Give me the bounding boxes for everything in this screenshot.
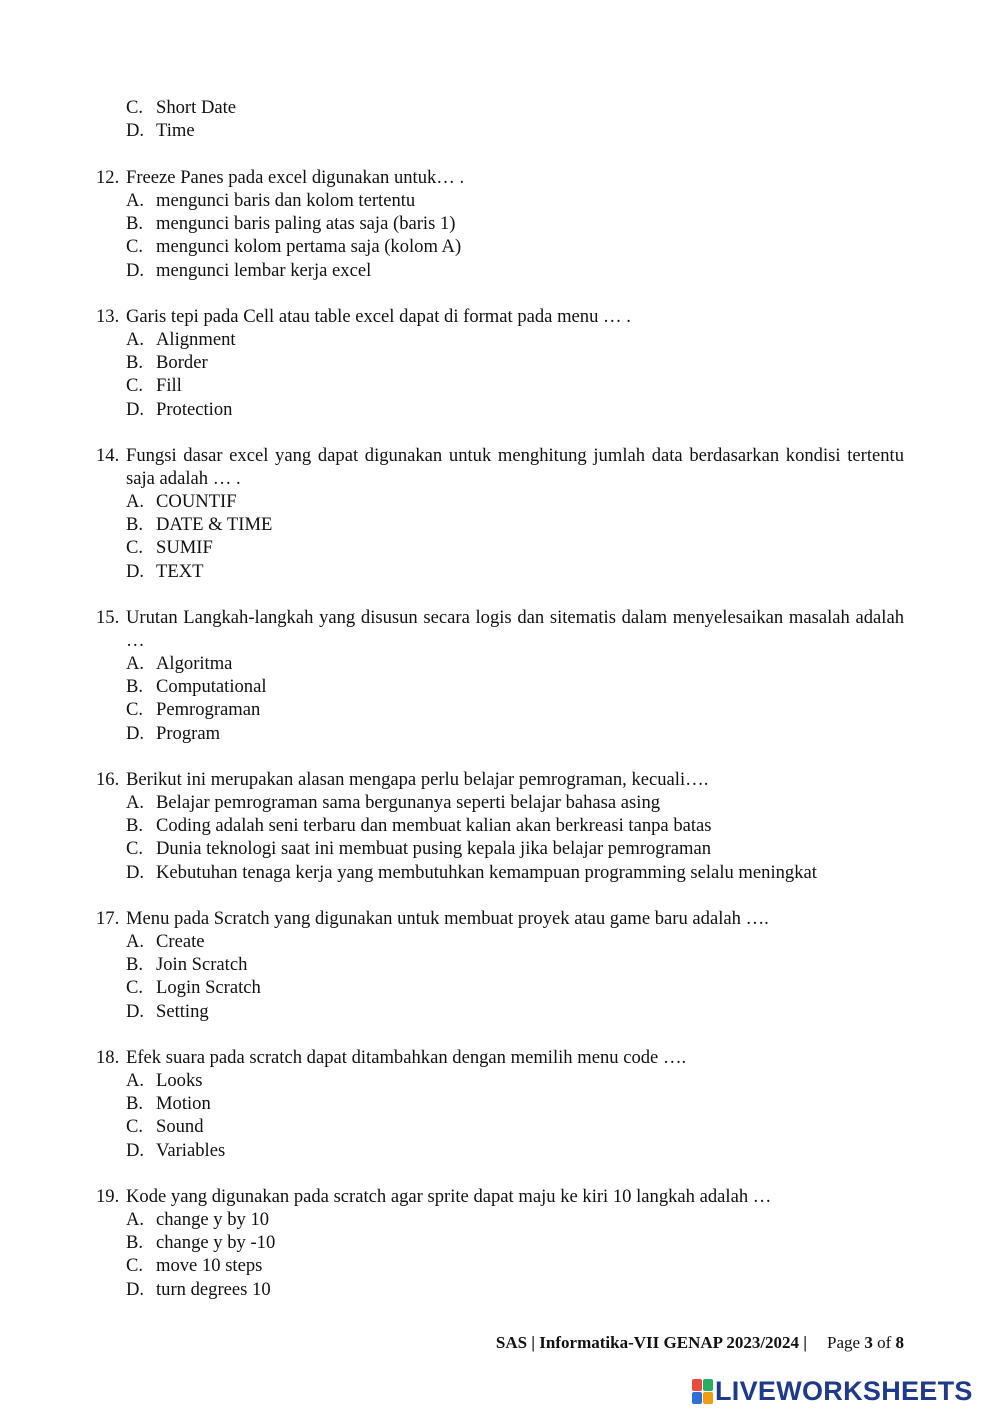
option-text: Create bbox=[156, 931, 205, 952]
option-row[interactable] bbox=[0, 652, 1000, 675]
option-text: DATE & TIME bbox=[156, 514, 273, 536]
question-13-stem bbox=[96, 305, 904, 328]
option-text: change y by 10 bbox=[156, 1209, 270, 1230]
option-letter: A. bbox=[126, 1070, 145, 1091]
option-text: Join Scratch bbox=[156, 954, 248, 976]
option-letter: B. bbox=[126, 815, 144, 837]
option-row[interactable] bbox=[0, 1092, 1000, 1115]
option-letter: A. bbox=[126, 1209, 145, 1230]
option-text: change y by -10 bbox=[156, 1232, 276, 1254]
option-row[interactable] bbox=[0, 536, 1000, 559]
option-row[interactable] bbox=[0, 1139, 1000, 1162]
option-row[interactable] bbox=[0, 1254, 1000, 1277]
option-letter: B. bbox=[126, 954, 144, 976]
question-number: 14. bbox=[96, 445, 120, 466]
liveworksheets-logo-icon bbox=[692, 1379, 712, 1403]
option-letter: D. bbox=[126, 1278, 145, 1300]
option-row[interactable] bbox=[0, 351, 1000, 374]
question-15-options bbox=[0, 652, 1000, 745]
question-number: 13. bbox=[96, 306, 120, 327]
option-text: Login Scratch bbox=[156, 977, 261, 999]
option-row[interactable] bbox=[0, 235, 1000, 258]
option-letter: D. bbox=[126, 259, 145, 281]
option-row[interactable] bbox=[0, 96, 1000, 119]
option-letter: A. bbox=[126, 931, 145, 952]
option-row[interactable] bbox=[0, 837, 1000, 860]
option-row[interactable] bbox=[0, 374, 1000, 397]
option-letter: C. bbox=[126, 699, 144, 721]
option-text: SUMIF bbox=[156, 537, 213, 559]
option-text: Short Date bbox=[156, 97, 237, 118]
option-letter: D. bbox=[126, 1000, 145, 1022]
option-letter: B. bbox=[126, 514, 144, 536]
option-letter: D. bbox=[126, 861, 145, 883]
of-word: of bbox=[877, 1333, 892, 1352]
option-text: mengunci lembar kerja excel bbox=[156, 259, 372, 281]
option-letter: C. bbox=[126, 1116, 144, 1138]
option-letter: C. bbox=[126, 97, 144, 118]
page-footer bbox=[496, 1333, 904, 1353]
option-text: Kebutuhan tenaga kerja yang membutuhkan kemampuan programming selalu meningkat bbox=[156, 861, 817, 883]
option-row[interactable] bbox=[0, 212, 1000, 235]
question-text: Menu pada Scratch yang digunakan untuk membuat proyek atau game baru adalah …. bbox=[126, 908, 769, 929]
option-letter: D. bbox=[126, 1139, 145, 1161]
option-row[interactable] bbox=[0, 398, 1000, 421]
option-letter: B. bbox=[126, 676, 144, 698]
option-letter: D. bbox=[126, 120, 145, 142]
logo-tile bbox=[692, 1379, 702, 1391]
option-text: Variables bbox=[156, 1139, 226, 1161]
question-13-options bbox=[0, 328, 1000, 421]
question-18-stem bbox=[96, 1046, 904, 1069]
logo-tile bbox=[703, 1379, 713, 1391]
option-row[interactable] bbox=[0, 328, 1000, 351]
option-text: Algoritma bbox=[156, 653, 233, 674]
option-text: COUNTIF bbox=[156, 491, 237, 512]
option-text: Program bbox=[156, 722, 221, 744]
option-text: mengunci kolom pertama saja (kolom A) bbox=[156, 236, 462, 258]
option-letter: D. bbox=[126, 398, 145, 420]
option-text: Border bbox=[156, 352, 208, 374]
option-text: Looks bbox=[156, 1070, 203, 1091]
option-letter: B. bbox=[126, 1232, 144, 1254]
option-text: Sound bbox=[156, 1116, 204, 1138]
option-row[interactable] bbox=[0, 722, 1000, 745]
question-16-options bbox=[0, 791, 1000, 884]
question-12-stem bbox=[96, 166, 904, 189]
question-text: Freeze Panes pada excel digunakan untuk… . bbox=[126, 167, 465, 188]
option-letter: C. bbox=[126, 1255, 144, 1277]
page-current: 3 bbox=[864, 1333, 873, 1352]
option-letter: B. bbox=[126, 213, 144, 235]
carryover-options bbox=[0, 96, 1000, 142]
page-total: 8 bbox=[895, 1333, 904, 1352]
option-text: TEXT bbox=[156, 560, 204, 582]
question-text: Kode yang digunakan pada scratch agar sprite dapat maju ke kiri 10 langkah adalah … bbox=[126, 1186, 772, 1207]
option-row[interactable] bbox=[0, 189, 1000, 212]
option-row[interactable] bbox=[0, 1000, 1000, 1023]
option-row[interactable] bbox=[0, 1278, 1000, 1301]
option-row[interactable] bbox=[0, 1231, 1000, 1254]
option-row[interactable] bbox=[0, 953, 1000, 976]
question-19-stem bbox=[96, 1185, 904, 1208]
option-letter: D. bbox=[126, 560, 145, 582]
question-text: Berikut ini merupakan alasan mengapa perlu belajar pemrograman, kecuali…. bbox=[126, 769, 709, 790]
option-text: move 10 steps bbox=[156, 1255, 263, 1277]
option-text: mengunci baris paling atas saja (baris 1) bbox=[156, 213, 456, 235]
option-text: Dunia teknologi saat ini membuat pusing kepala jika belajar pemrograman bbox=[156, 838, 712, 860]
option-letter: C. bbox=[126, 537, 144, 559]
question-15-stem bbox=[96, 606, 904, 652]
question-number: 15. bbox=[96, 607, 120, 628]
question-text: Urutan Langkah-langkah yang disusun secara logis dan sitematis dalam menyelesaikan masalah adalah … bbox=[126, 607, 904, 652]
option-row[interactable] bbox=[0, 1069, 1000, 1092]
option-text: Time bbox=[156, 120, 195, 142]
brand-name: LIVEWORKSHEETS bbox=[715, 1375, 973, 1406]
option-row[interactable] bbox=[0, 861, 1000, 884]
question-text: Garis tepi pada Cell atau table excel dapat di format pada menu … . bbox=[126, 306, 631, 327]
option-row[interactable] bbox=[0, 1115, 1000, 1138]
question-14-options bbox=[0, 490, 1000, 583]
option-text: Protection bbox=[156, 398, 233, 420]
page-word: Page bbox=[827, 1333, 861, 1352]
option-text: Belajar pemrograman sama bergunanya seperti belajar bahasa asing bbox=[156, 792, 661, 813]
question-text: Efek suara pada scratch dapat ditambahkan dengan memilih menu code …. bbox=[126, 1047, 687, 1068]
option-row[interactable] bbox=[0, 490, 1000, 513]
logo-tile bbox=[703, 1392, 713, 1404]
option-letter: A. bbox=[126, 653, 145, 674]
option-text: Motion bbox=[156, 1093, 211, 1115]
option-row[interactable] bbox=[0, 930, 1000, 953]
option-letter: C. bbox=[126, 236, 144, 258]
question-17-stem bbox=[96, 907, 904, 930]
option-letter: D. bbox=[126, 722, 145, 744]
option-text: Pemrograman bbox=[156, 699, 261, 721]
question-17-options bbox=[0, 930, 1000, 1023]
option-row[interactable] bbox=[0, 791, 1000, 814]
option-letter: C. bbox=[126, 977, 144, 999]
option-letter: A. bbox=[126, 190, 145, 211]
option-row[interactable] bbox=[0, 119, 1000, 142]
option-text: mengunci baris dan kolom tertentu bbox=[156, 190, 416, 211]
option-text: Coding adalah seni terbaru dan membuat kalian akan berkreasi tanpa batas bbox=[156, 815, 712, 837]
option-text: Alignment bbox=[156, 329, 236, 350]
option-row[interactable] bbox=[0, 698, 1000, 721]
option-row[interactable] bbox=[0, 675, 1000, 698]
option-letter: C. bbox=[126, 375, 144, 397]
option-row[interactable] bbox=[0, 814, 1000, 837]
logo-tile bbox=[692, 1392, 702, 1404]
question-16-stem bbox=[96, 768, 904, 791]
option-letter: B. bbox=[126, 1093, 144, 1115]
option-letter: A. bbox=[126, 792, 145, 813]
question-number: 18. bbox=[96, 1047, 120, 1068]
exam-label: SAS | Informatika-VII GENAP 2023/2024 | bbox=[495, 1333, 808, 1352]
option-text: Computational bbox=[156, 676, 267, 698]
question-12-options bbox=[0, 189, 1000, 282]
question-number: 17. bbox=[96, 908, 120, 929]
question-text: Fungsi dasar excel yang dapat digunakan untuk menghitung jumlah data berdasarkan kondisi tertentu saja adalah … . bbox=[126, 445, 904, 490]
option-letter: A. bbox=[126, 491, 145, 512]
option-row[interactable] bbox=[0, 513, 1000, 536]
option-letter: C. bbox=[126, 838, 144, 860]
option-row[interactable] bbox=[0, 976, 1000, 999]
option-row[interactable] bbox=[0, 259, 1000, 282]
option-text: Fill bbox=[156, 375, 182, 397]
option-row[interactable] bbox=[0, 1208, 1000, 1231]
question-14-stem bbox=[96, 444, 904, 490]
question-18-options bbox=[0, 1069, 1000, 1162]
option-letter: A. bbox=[126, 329, 145, 350]
question-19-options bbox=[0, 1208, 1000, 1301]
option-text: Setting bbox=[156, 1000, 209, 1022]
question-number: 12. bbox=[96, 167, 120, 188]
option-row[interactable] bbox=[0, 560, 1000, 583]
liveworksheets-brand bbox=[692, 1374, 973, 1408]
option-letter: B. bbox=[126, 352, 144, 374]
option-text: turn degrees 10 bbox=[156, 1278, 271, 1300]
question-number: 16. bbox=[96, 769, 120, 790]
question-number: 19. bbox=[96, 1186, 120, 1207]
